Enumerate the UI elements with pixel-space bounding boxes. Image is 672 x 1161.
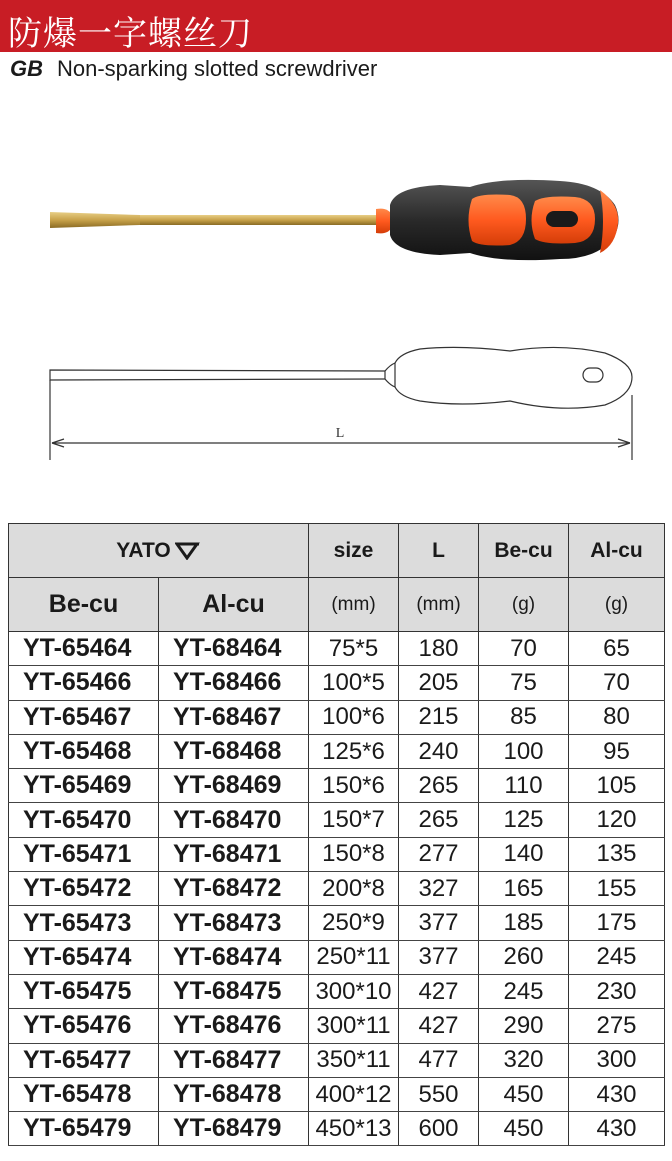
alcu-weight-cell: 95 xyxy=(569,734,665,768)
alcu-code-cell: YT-68473 xyxy=(159,906,309,940)
header-row-1 xyxy=(9,524,665,578)
alcu-code-cell: YT-68468 xyxy=(159,734,309,768)
table-row xyxy=(9,1043,665,1077)
size-cell: 250*11 xyxy=(309,940,399,974)
becu-code-cell: YT-65469 xyxy=(9,769,159,803)
table-body xyxy=(9,632,665,1146)
length-cell: 265 xyxy=(399,769,479,803)
becu-code-cell: YT-65479 xyxy=(9,1112,159,1146)
becu-weight-cell: 140 xyxy=(479,837,569,871)
subtitle xyxy=(10,56,377,82)
alcu-code-cell: YT-68474 xyxy=(159,940,309,974)
becu-code-header: Be-cu xyxy=(9,578,159,632)
size-header: size xyxy=(309,524,399,578)
size-cell: 250*9 xyxy=(309,906,399,940)
size-cell: 100*5 xyxy=(309,666,399,700)
becu-weight-cell: 450 xyxy=(479,1112,569,1146)
size-cell: 300*11 xyxy=(309,1009,399,1043)
header-row-2 xyxy=(9,578,665,632)
table-row xyxy=(9,837,665,871)
becu-code-cell: YT-65467 xyxy=(9,700,159,734)
alcu-weight-cell: 275 xyxy=(569,1009,665,1043)
becu-code-cell: YT-65473 xyxy=(9,906,159,940)
length-cell: 477 xyxy=(399,1043,479,1077)
becu-weight-cell: 165 xyxy=(479,872,569,906)
brand-name: YATO xyxy=(116,538,171,562)
alcu-code-cell: YT-68469 xyxy=(159,769,309,803)
size-cell: 150*8 xyxy=(309,837,399,871)
size-cell: 75*5 xyxy=(309,632,399,666)
alcu-code-cell: YT-68467 xyxy=(159,700,309,734)
becu-weight-unit: (g) xyxy=(479,578,569,632)
alcu-code-cell: YT-68464 xyxy=(159,632,309,666)
alcu-code-cell: YT-68475 xyxy=(159,974,309,1008)
standard-label: GB xyxy=(10,56,43,81)
becu-weight-cell: 320 xyxy=(479,1043,569,1077)
becu-code-cell: YT-65466 xyxy=(9,666,159,700)
becu-code-cell: YT-65474 xyxy=(9,940,159,974)
becu-weight-cell: 260 xyxy=(479,940,569,974)
alcu-weight-cell: 175 xyxy=(569,906,665,940)
becu-code-cell: YT-65470 xyxy=(9,803,159,837)
alcu-weight-cell: 120 xyxy=(569,803,665,837)
becu-weight-cell: 85 xyxy=(479,700,569,734)
alcu-weight-cell: 245 xyxy=(569,940,665,974)
table-row xyxy=(9,1077,665,1111)
product-name: Non-sparking slotted screwdriver xyxy=(57,56,378,81)
alcu-weight-cell: 70 xyxy=(569,666,665,700)
alcu-code-header: Al-cu xyxy=(159,578,309,632)
table-row xyxy=(9,1112,665,1146)
becu-weight-cell: 185 xyxy=(479,906,569,940)
alcu-weight-cell: 80 xyxy=(569,700,665,734)
length-cell: 377 xyxy=(399,906,479,940)
alcu-weight-cell: 430 xyxy=(569,1112,665,1146)
alcu-code-cell: YT-68472 xyxy=(159,872,309,906)
screwdriver-drawing xyxy=(40,335,640,465)
becu-code-cell: YT-65478 xyxy=(9,1077,159,1111)
table-row xyxy=(9,803,665,837)
length-header: L xyxy=(399,524,479,578)
size-cell: 100*6 xyxy=(309,700,399,734)
becu-weight-cell: 110 xyxy=(479,769,569,803)
becu-weight-cell: 290 xyxy=(479,1009,569,1043)
length-cell: 240 xyxy=(399,734,479,768)
alcu-weight-cell: 430 xyxy=(569,1077,665,1111)
becu-weight-cell: 125 xyxy=(479,803,569,837)
length-cell: 327 xyxy=(399,872,479,906)
alcu-code-cell: YT-68479 xyxy=(159,1112,309,1146)
length-unit: (mm) xyxy=(399,578,479,632)
becu-code-cell: YT-65464 xyxy=(9,632,159,666)
alcu-weight-cell: 105 xyxy=(569,769,665,803)
becu-code-cell: YT-65477 xyxy=(9,1043,159,1077)
alcu-code-cell: YT-68477 xyxy=(159,1043,309,1077)
size-cell: 350*11 xyxy=(309,1043,399,1077)
title-bar xyxy=(0,0,672,52)
size-unit: (mm) xyxy=(309,578,399,632)
length-cell: 215 xyxy=(399,700,479,734)
size-cell: 150*7 xyxy=(309,803,399,837)
length-cell: 550 xyxy=(399,1077,479,1111)
alcu-code-cell: YT-68466 xyxy=(159,666,309,700)
page-title: 防爆一字螺丝刀 xyxy=(8,14,253,54)
table-row xyxy=(9,872,665,906)
brand xyxy=(116,539,200,563)
alcu-weight-header: Al-cu xyxy=(569,524,665,578)
alcu-code-cell: YT-68471 xyxy=(159,837,309,871)
alcu-code-cell: YT-68470 xyxy=(159,803,309,837)
becu-weight-cell: 100 xyxy=(479,734,569,768)
becu-code-cell: YT-65471 xyxy=(9,837,159,871)
alcu-weight-cell: 155 xyxy=(569,872,665,906)
alcu-weight-cell: 230 xyxy=(569,974,665,1008)
alcu-weight-cell: 65 xyxy=(569,632,665,666)
table-row xyxy=(9,666,665,700)
table-row xyxy=(9,632,665,666)
table-row xyxy=(9,940,665,974)
becu-code-cell: YT-65476 xyxy=(9,1009,159,1043)
table-row xyxy=(9,700,665,734)
length-cell: 427 xyxy=(399,974,479,1008)
becu-code-cell: YT-65475 xyxy=(9,974,159,1008)
table-row xyxy=(9,734,665,768)
length-cell: 427 xyxy=(399,1009,479,1043)
brand-cell xyxy=(9,524,309,578)
alcu-weight-cell: 135 xyxy=(569,837,665,871)
yato-logo-icon xyxy=(175,542,201,560)
screwdriver-photo xyxy=(40,175,625,265)
dimension-label: L xyxy=(335,426,345,441)
length-cell: 277 xyxy=(399,837,479,871)
length-cell: 205 xyxy=(399,666,479,700)
becu-code-cell: YT-65468 xyxy=(9,734,159,768)
alcu-code-cell: YT-68478 xyxy=(159,1077,309,1111)
length-cell: 600 xyxy=(399,1112,479,1146)
size-cell: 150*6 xyxy=(309,769,399,803)
table-row xyxy=(9,906,665,940)
becu-weight-cell: 245 xyxy=(479,974,569,1008)
alcu-code-cell: YT-68476 xyxy=(159,1009,309,1043)
becu-weight-cell: 450 xyxy=(479,1077,569,1111)
alcu-weight-unit: (g) xyxy=(569,578,665,632)
becu-weight-cell: 70 xyxy=(479,632,569,666)
becu-weight-header: Be-cu xyxy=(479,524,569,578)
table-row xyxy=(9,769,665,803)
length-cell: 377 xyxy=(399,940,479,974)
table-row xyxy=(9,1009,665,1043)
length-cell: 180 xyxy=(399,632,479,666)
length-cell: 265 xyxy=(399,803,479,837)
spec-table xyxy=(8,523,665,1146)
alcu-weight-cell: 300 xyxy=(569,1043,665,1077)
size-cell: 200*8 xyxy=(309,872,399,906)
table-row xyxy=(9,974,665,1008)
size-cell: 450*13 xyxy=(309,1112,399,1146)
size-cell: 300*10 xyxy=(309,974,399,1008)
size-cell: 125*6 xyxy=(309,734,399,768)
size-cell: 400*12 xyxy=(309,1077,399,1111)
becu-code-cell: YT-65472 xyxy=(9,872,159,906)
becu-weight-cell: 75 xyxy=(479,666,569,700)
